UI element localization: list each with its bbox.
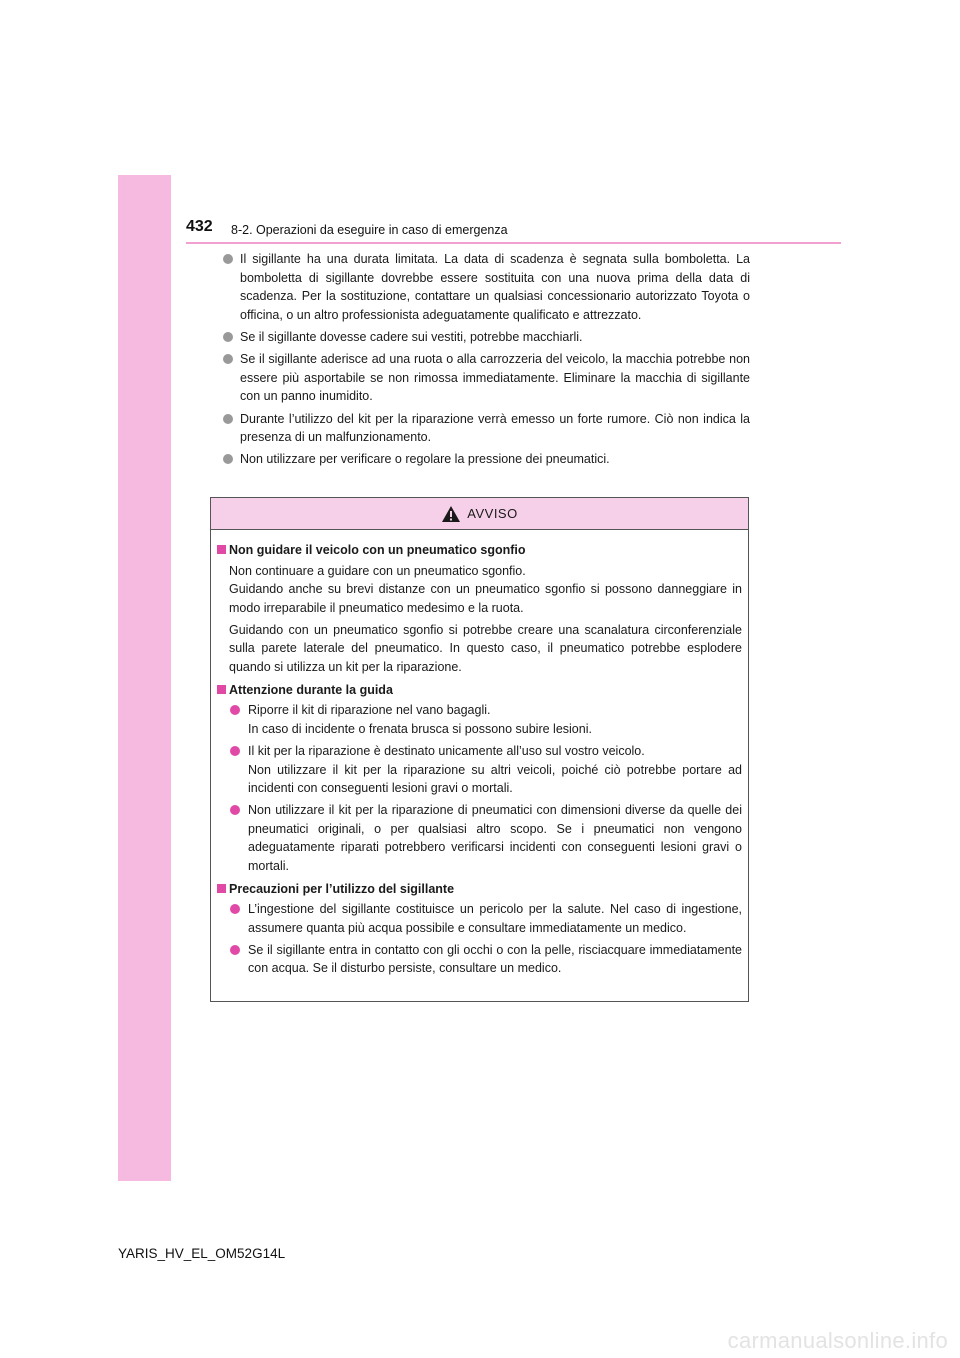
note-list — [223, 250, 750, 473]
warning-heading: Non guidare il veicolo con un pneumatico sgonfio — [217, 541, 742, 560]
warning-heading: Attenzione durante la guida — [217, 681, 742, 700]
list-item: Se il sigillante dovesse cadere sui vestiti, potrebbe macchiarli. — [223, 328, 750, 347]
page-number: 432 — [186, 218, 213, 235]
section-tab-bar — [118, 175, 171, 1181]
list-item: Durante l’utilizzo del kit per la riparazione verrà emesso un forte rumore. Ciò non indica la presenza di un malfunzionamento. — [223, 410, 750, 447]
warning-title: AVVISO — [467, 506, 518, 521]
list-item: Il kit per la riparazione è destinato unicamente all’uso sul vostro veicolo. Non utilizzare il kit per la riparazione su altri veicoli, poiché ciò potrebbe portare ad incidenti con conseguenti lesioni gravi o mortali. — [230, 742, 742, 798]
list-item: Non utilizzare per verificare o regolare la pressione dei pneumatici. — [223, 450, 750, 469]
warning-box — [210, 497, 749, 1002]
warning-triangle-icon — [441, 505, 461, 523]
watermark: carmanualsonline.info — [727, 1328, 948, 1353]
bullet-icon — [223, 454, 233, 464]
bullet-icon — [223, 254, 233, 264]
warning-list — [217, 701, 742, 875]
warning-paragraph: Guidando con un pneumatico sgonfio si potrebbe creare una scanalatura circonferenziale sulla parete laterale del pneumatico. In questo caso, il pneumatico potrebbe esplodere quando si utilizza un kit per la riparazione. — [229, 622, 742, 675]
warning-heading: Precauzioni per l’utilizzo del sigillante — [217, 880, 742, 899]
square-bullet-icon — [217, 884, 226, 893]
warning-body — [211, 530, 748, 978]
warning-section — [217, 880, 742, 978]
bullet-icon — [230, 705, 240, 715]
list-item: Riporre il kit di riparazione nel vano bagagli. In caso di incidente o frenata brusca si possono subire lesioni. — [230, 701, 742, 738]
list-item: Non utilizzare il kit per la riparazione di pneumatici con dimensioni diverse da quelle dei pneumatici originali, o per qualsiasi altro scopo. Se i pneumatici non vengono adeguatamente riparati potrebbero verificarsi incidenti con conseguenti lesioni gravi o mortali. — [230, 801, 742, 875]
list-item: Se il sigillante entra in contatto con gli occhi o con la pelle, risciacquare immediatamente con acqua. Se il disturbo persiste, consultare un medico. — [230, 941, 742, 978]
warning-list — [217, 900, 742, 978]
bullet-icon — [223, 354, 233, 364]
warning-section — [217, 541, 742, 677]
square-bullet-icon — [217, 685, 226, 694]
warning-section — [217, 681, 742, 876]
bullet-icon — [230, 805, 240, 815]
warning-header — [211, 498, 748, 530]
bullet-icon — [223, 414, 233, 424]
square-bullet-icon — [217, 545, 226, 554]
list-item: Se il sigillante aderisce ad una ruota o alla carrozzeria del veicolo, la macchia potrebbe non essere più asportabile se non rimossa immediatamente. Eliminare la macchia di sigillante con un panno inumidito. — [223, 350, 750, 406]
bullet-icon — [230, 904, 240, 914]
list-item: Il sigillante ha una durata limitata. La data di scadenza è segnata sulla bomboletta. La bomboletta di sigillante dovrebbe essere sostituita con una nuova prima della data di scadenza. Per la sostituzione, contattare un qualsiasi concessionario autorizzato Toyota o officina, o un altro professionista adeguatamente qualificato e attrezzato. — [223, 250, 750, 324]
bullet-icon — [223, 332, 233, 342]
warning-paragraph: Non continuare a guidare con un pneumatico sgonfio. Guidando anche su brevi distanze con un pneumatico sgonfio si possono danneggiare in modo irreparabile il pneumatico medesimo e la ruota. — [229, 563, 742, 615]
document-code: YARIS_HV_EL_OM52G14L — [118, 1246, 286, 1261]
bullet-icon — [230, 746, 240, 756]
bullet-icon — [230, 945, 240, 955]
header-rule — [186, 242, 841, 244]
list-item: L’ingestione del sigillante costituisce un pericolo per la salute. Nel caso di ingestione, assumere quanta più acqua possibile e consultare immediatamente un medico. — [230, 900, 742, 937]
section-title: 8-2. Operazioni da eseguire in caso di emergenza — [231, 223, 508, 237]
